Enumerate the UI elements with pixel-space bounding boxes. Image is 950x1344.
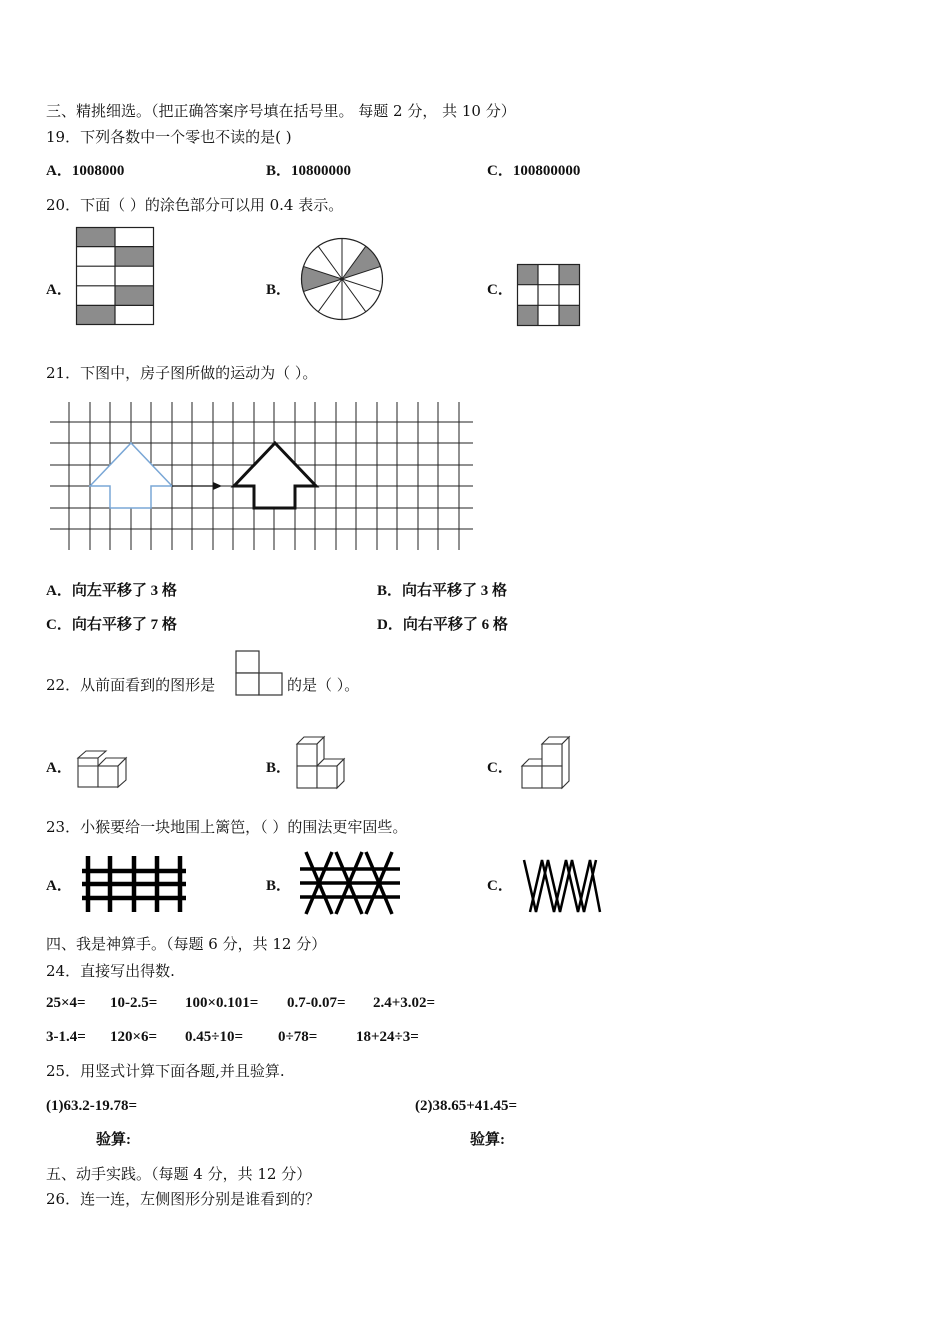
q24-row2-item: 120×6= [110, 1029, 158, 1045]
q25-problem-1: (1)63.2-19.78= [46, 1098, 138, 1114]
q24-row2-item: 0÷78= [278, 1029, 318, 1045]
q24-row2-item: 18+24÷3= [356, 1029, 419, 1045]
q24-row1-item: 10-2.5= [110, 995, 158, 1011]
translation-arrowhead [213, 482, 222, 490]
section-4-heading: 四、我是神算手。（每题 6 分，共 12 分） [46, 935, 327, 953]
q22-label-c: C． [487, 760, 513, 776]
q22-label-a: A． [46, 760, 72, 776]
q22-label-b: B． [266, 760, 292, 776]
q23-fence-a-grid [82, 856, 186, 912]
q24-row1-item: 2.4+3.02= [373, 995, 436, 1011]
q24-row1-item: 25×4= [46, 995, 86, 1011]
q21-option-a: A．向左平移了 3 格 [46, 583, 177, 599]
q24-row2-item: 3-1.4= [46, 1029, 86, 1045]
q19-option-b: B．10800000 [266, 163, 352, 179]
question-22-stem-suffix: 的是（ ）。 [287, 676, 360, 694]
q21-option-b: B．向右平移了 3 格 [377, 583, 508, 599]
question-19-stem: 19．下列各数中一个零也不读的是( ) [46, 128, 292, 146]
q23-label-c: C． [487, 878, 513, 894]
house-original-shape [90, 443, 172, 508]
question-20-stem: 20．下面（ ）的涂色部分可以用 0.4 表示。 [46, 196, 344, 214]
q21-option-d: D．向右平移了 6 格 [377, 617, 508, 633]
q21-option-c: C．向右平移了 7 格 [46, 617, 177, 633]
q20-figure-b-circle [301, 238, 383, 320]
q25-check-label-2: 验算: [470, 1132, 505, 1148]
section-3-heading: 三、精挑细选。（把正确答案序号填在括号里。 每题 2 分， 共 10 分） [46, 102, 516, 120]
q21-translation-grid [50, 402, 473, 550]
q22-figure-c-cubes [521, 736, 573, 789]
question-21-stem: 21．下图中，房子图所做的运动为（ ）。 [46, 364, 318, 382]
q24-row1-item: 0.7-0.07= [287, 995, 346, 1011]
q22-figure-a-cubes [78, 748, 130, 788]
q20-label-c: C． [487, 282, 513, 298]
q20-figure-c-grid [517, 264, 580, 326]
q23-fence-b-cross [300, 852, 400, 914]
q25-problem-2: (2)38.65+41.45= [415, 1098, 518, 1114]
q19-option-c: C．100800000 [487, 163, 581, 179]
house-translated-shape [234, 443, 316, 508]
question-22-stem-prefix: 22．从前面看到的图形是 [46, 676, 216, 694]
question-25-stem: 25．用竖式计算下面各题,并且验算. [46, 1062, 285, 1080]
question-24-stem: 24．直接写出得数. [46, 962, 175, 980]
q23-label-b: B． [266, 878, 292, 894]
q22-front-view-figure [235, 650, 283, 696]
q24-row1-item: 100×0.101= [185, 995, 259, 1011]
q20-figure-a-grid [76, 227, 154, 325]
q25-check-label-1: 验算: [96, 1132, 131, 1148]
q20-label-a: A． [46, 282, 72, 298]
q24-row2-item: 0.45÷10= [185, 1029, 244, 1045]
question-26-stem: 26．连一连，左侧图形分别是谁看到的？ [46, 1190, 321, 1208]
q20-label-b: B． [266, 282, 292, 298]
question-23-stem: 23．小猴要给一块地围上篱笆，（ ）的围法更牢固些。 [46, 818, 408, 836]
section-5-heading: 五、动手实践。（每题 4 分，共 12 分） [46, 1165, 312, 1183]
q23-label-a: A． [46, 878, 72, 894]
q22-figure-b-cubes [296, 736, 348, 789]
q19-option-a: A．1008000 [46, 163, 125, 179]
q23-fence-c-lattice [522, 860, 602, 912]
